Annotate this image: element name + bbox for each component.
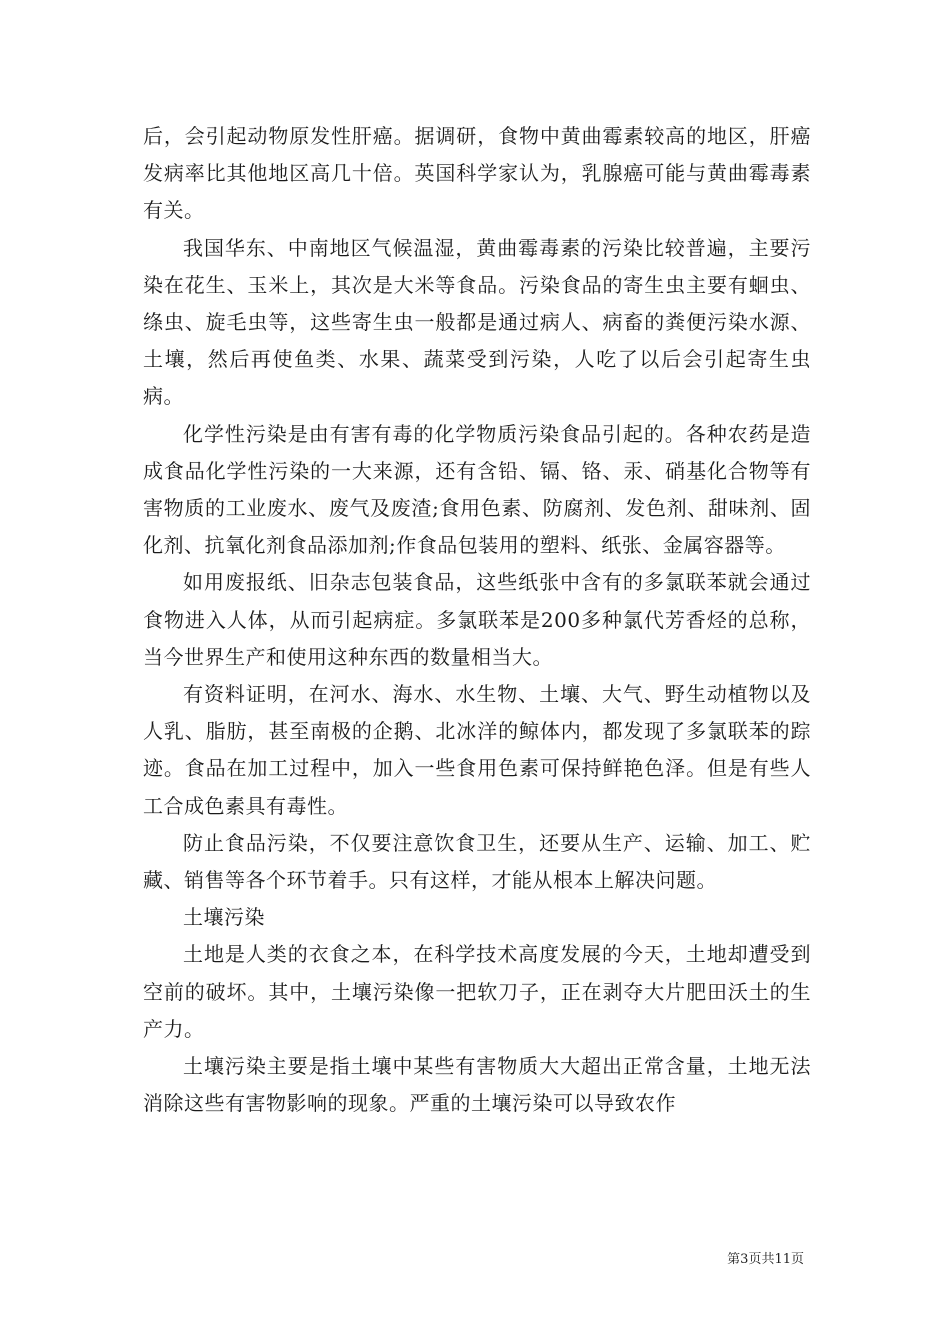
- paragraph-pcb-packaging: 如用废报纸、旧杂志包装食品，这些纸张中含有的多氯联苯就会通过食物进入人体，从而引起病症。多氯联苯是200多种氯代芳香烃的总称，当今世界生产和使用这种东西的数量相当大。: [143, 570, 811, 669]
- paragraph-soil-intro: 土地是人类的衣食之本，在科学技术高度发展的今天，土地却遭受到空前的破坏。其中，土壤污染像一把软刀子，正在剥夺大片肥田沃土的生产力。: [143, 942, 811, 1041]
- paragraph-prevention: 防止食品污染，不仅要注意饮食卫生，还要从生产、运输、加工、贮藏、销售等各个环节着手。只有这样，才能从根本上解决问题。: [143, 830, 811, 893]
- document-body: [143, 118, 811, 1122]
- paragraph-chemical-pollution: 化学性污染是由有害有毒的化学物质污染食品引起的。各种农药是造成食品化学性污染的一大来源，还有含铅、镉、铬、汞、硝基化合物等有害物质的工业废水、废气及废渣;食用色素、防腐剂、发色剂、甜味剂、固化剂、抗氧化剂食品添加剂;作食品包装用的塑料、纸张、金属容器等。: [143, 421, 811, 558]
- paragraph-continuation: 后，会引起动物原发性肝癌。据调研，食物中黄曲霉素较高的地区，肝癌发病率比其他地区高几十倍。英国科学家认为，乳腺癌可能与黄曲霉毒素有关。: [143, 124, 811, 223]
- paragraph-aflatoxin-parasites: 我国华东、中南地区气候温湿，黄曲霉毒素的污染比较普遍，主要污染在花生、玉米上，其次是大米等食品。污染食品的寄生虫主要有蛔虫、绦虫、旋毛虫等，这些寄生虫一般都是通过病人、病畜的粪便污染水源、土壤，然后再使鱼类、水果、蔬菜受到污染，人吃了以后会引起寄生虫病。: [143, 235, 811, 409]
- paragraph-soil-definition: 土壤污染主要是指土壤中某些有害物质大大超出正常含量，土地无法消除这些有害物影响的现象。严重的土壤污染可以导致农作: [143, 1054, 811, 1116]
- page-number: 第3页共11页: [727, 1252, 804, 1267]
- section-heading-soil-pollution: 土壤污染: [183, 905, 265, 930]
- paragraph-pcb-traces: 有资料证明，在河水、海水、水生物、土壤、大气、野生动植物以及人乳、脂肪，甚至南极的企鹅、北冰洋的鲸体内，都发现了多氯联苯的踪迹。食品在加工过程中，加入一些食用色素可保持鲜艳色泽。但是有些人工合成色素具有毒性。: [143, 682, 811, 818]
